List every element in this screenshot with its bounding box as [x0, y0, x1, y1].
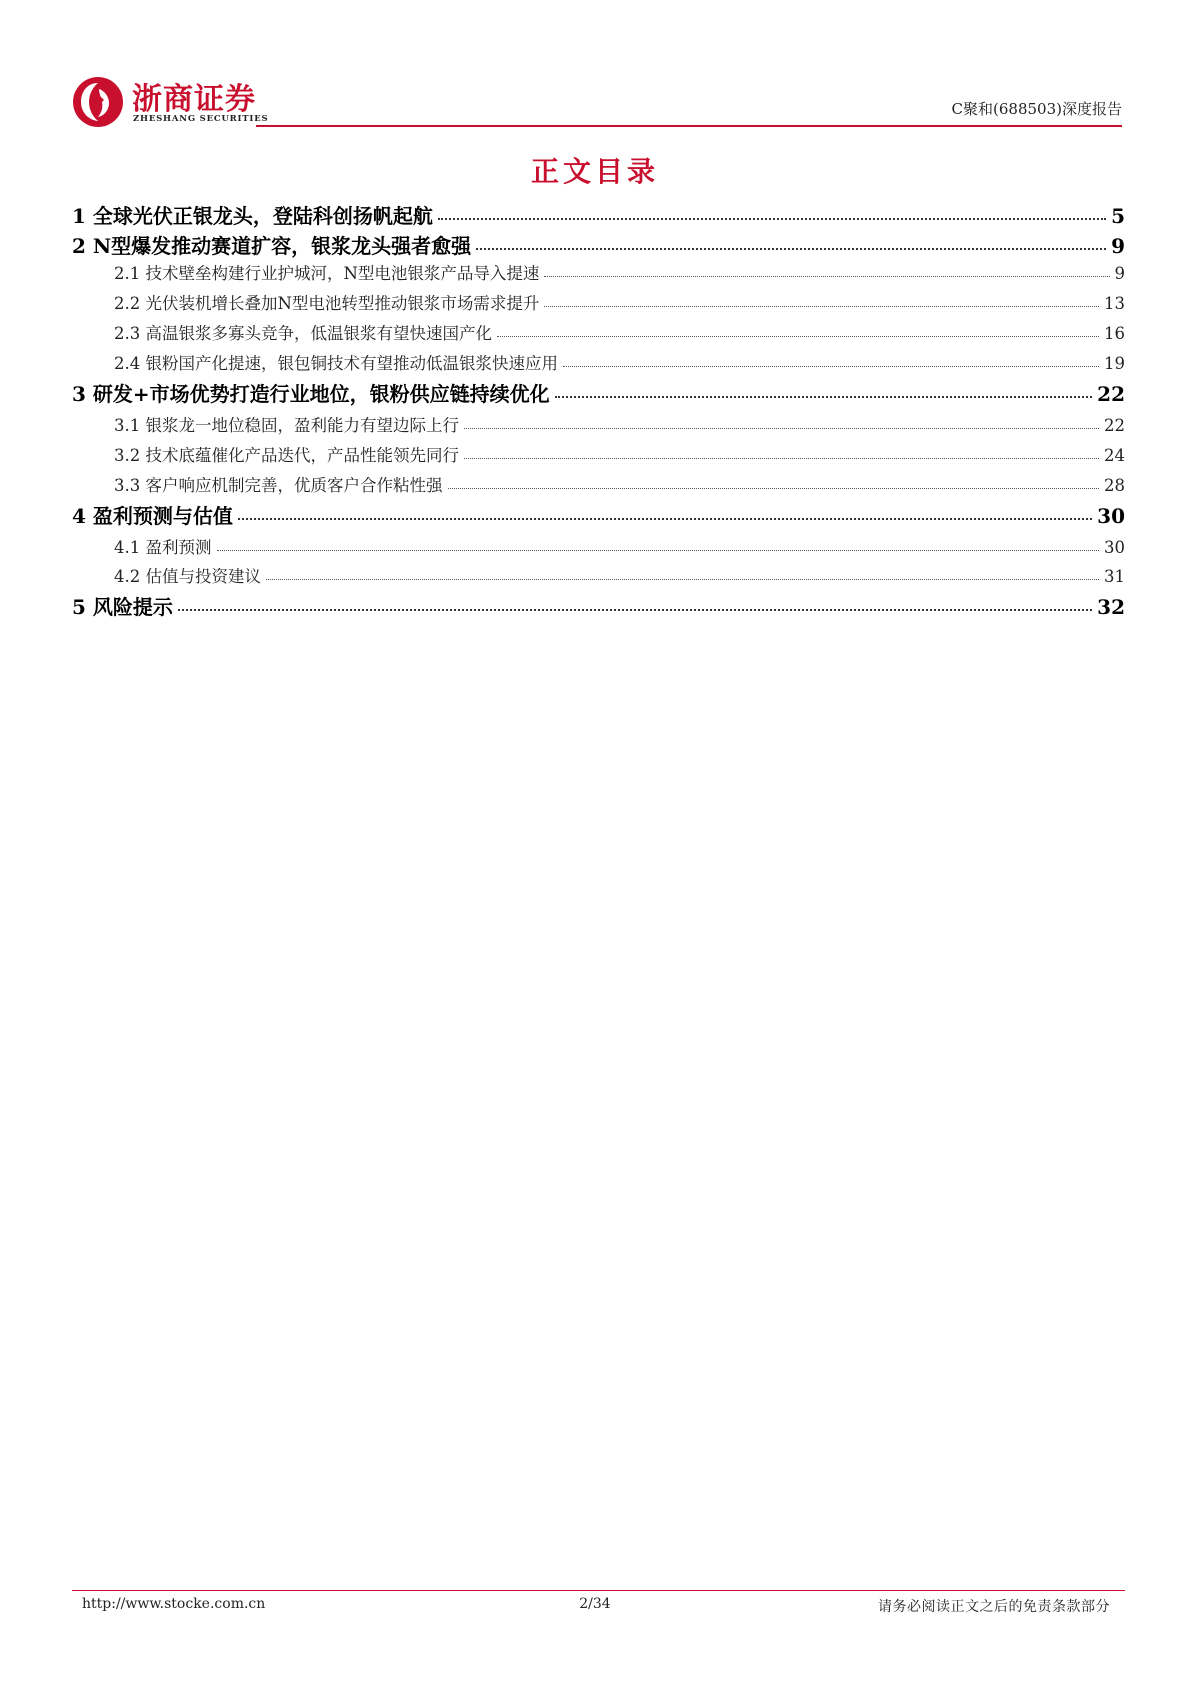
toc-leader-dots [217, 550, 1100, 551]
toc-leader-dots [544, 276, 1109, 277]
toc-entry-subsection[interactable] [114, 442, 1125, 466]
toc-entry-section[interactable] [72, 378, 1125, 407]
footer-divider [72, 1590, 1125, 1591]
toc-entry-page: 31 [1104, 567, 1125, 586]
toc-entry-page: 22 [1097, 382, 1125, 406]
toc-leader-dots [476, 248, 1106, 250]
toc-entry-title: 3.3 客户响应机制完善，优质客户合作粘性强 [114, 476, 443, 495]
toc-leader-dots [497, 336, 1099, 337]
toc-entry-title: 3 研发+市场优势打造行业地位，银粉供应链持续优化 [72, 382, 550, 406]
toc-leader-dots [555, 396, 1093, 398]
toc-leader-dots [448, 488, 1100, 489]
toc-entry-page: 9 [1114, 264, 1125, 283]
toc-entry-subsection[interactable] [114, 412, 1125, 436]
toc-leader-dots [563, 366, 1099, 367]
page-header [72, 72, 1122, 130]
footer-url[interactable]: http://www.stocke.com.cn [82, 1596, 266, 1612]
toc-entry-subsection[interactable] [114, 260, 1125, 284]
toc-entry-section[interactable] [72, 500, 1125, 529]
toc-entry-title: 5 风险提示 [72, 595, 173, 619]
toc-entry-subsection[interactable] [114, 563, 1125, 587]
toc-entry-title: 2.4 银粉国产化提速，银包铜技术有望推动低温银浆快速应用 [114, 354, 558, 373]
toc-title: 正文目录 [530, 155, 659, 188]
page-number: 2/34 [579, 1596, 611, 1612]
toc-leader-dots [464, 428, 1099, 429]
toc-entry-page: 32 [1097, 595, 1125, 619]
toc-leader-dots [544, 306, 1099, 307]
toc-entry-subsection[interactable] [114, 290, 1125, 314]
toc-entry-subsection[interactable] [114, 534, 1125, 558]
toc-entry-page: 24 [1104, 446, 1125, 465]
report-tag: C聚和(688503)深度报告 [951, 100, 1122, 118]
toc-entry-subsection[interactable] [114, 350, 1125, 374]
toc-entry-title: 3.2 技术底蕴催化产品迭代，产品性能领先同行 [114, 446, 459, 465]
disclaimer-note: 请务必阅读正文之后的免责条款部分 [878, 1599, 1110, 1615]
company-logo-english: ZHESHANG SECURITIES [133, 114, 269, 124]
toc-entry-title: 3.1 银浆龙一地位稳固，盈利能力有望边际上行 [114, 416, 459, 435]
toc-entry-page: 30 [1104, 538, 1125, 557]
toc-entry-page: 28 [1104, 476, 1125, 495]
toc-leader-dots [438, 218, 1106, 220]
toc-entry-subsection[interactable] [114, 472, 1125, 496]
toc-entry-page: 5 [1111, 204, 1125, 228]
toc-entry-title: 2.1 技术壁垒构建行业护城河，N型电池银浆产品导入提速 [114, 264, 540, 283]
toc-entry-page: 19 [1104, 354, 1125, 373]
toc-entry-page: 13 [1104, 294, 1125, 313]
toc-entry-page: 30 [1097, 504, 1125, 528]
toc-entry-title: 4.1 盈利预测 [114, 538, 212, 557]
toc-entry-title: 2.3 高温银浆多寡头竞争，低温银浆有望快速国产化 [114, 324, 492, 343]
toc-entry-title: 1 全球光伏正银龙头，登陆科创扬帆起航 [72, 204, 433, 228]
toc-leader-dots [178, 609, 1092, 611]
toc-entry-title: 4 盈利预测与估值 [72, 504, 233, 528]
header-divider [256, 125, 1122, 127]
toc-leader-dots [464, 458, 1099, 459]
toc-entry-title: 2.2 光伏装机增长叠加N型电池转型推动银浆市场需求提升 [114, 294, 540, 313]
toc-leader-dots [238, 518, 1092, 520]
toc-leader-dots [266, 579, 1099, 580]
toc-entry-page: 22 [1104, 416, 1125, 435]
company-logo-text: 浙商证券 [132, 82, 256, 117]
toc-entry-section[interactable] [72, 200, 1125, 229]
toc-entry-page: 9 [1111, 234, 1125, 258]
toc-entry-page: 16 [1104, 324, 1125, 343]
toc-entry-section[interactable] [72, 591, 1125, 620]
zheshang-logo-icon [72, 76, 124, 128]
toc-entry-subsection[interactable] [114, 320, 1125, 344]
toc-entry-title: 2 N型爆发推动赛道扩容，银浆龙头强者愈强 [72, 234, 472, 258]
toc-entry-section[interactable] [72, 230, 1125, 259]
toc-entry-title: 4.2 估值与投资建议 [114, 567, 261, 586]
